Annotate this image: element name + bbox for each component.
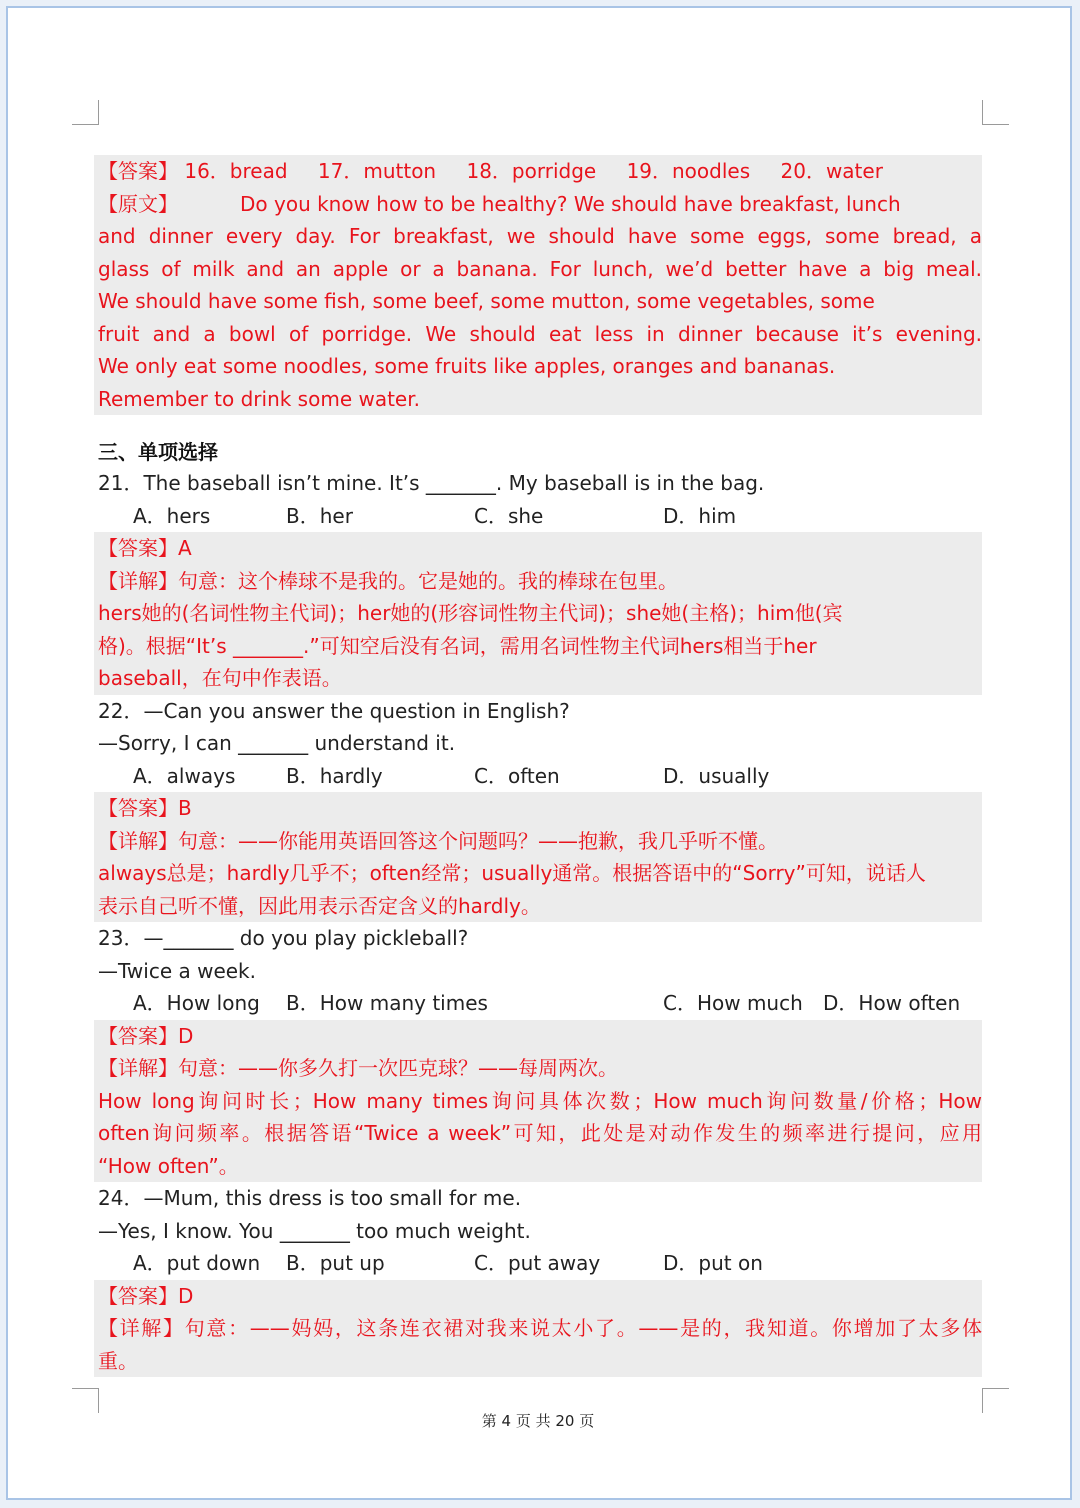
question-24-options [98,1247,982,1280]
crop-mark-top-right [982,100,1009,125]
detail-translation: 【详解】句意：——你多久打一次匹克球？——每周两次。 [98,1056,618,1080]
question-21-stem: 21．The baseball isn’t mine. It’s _______. My baseball is in the bag. [98,471,765,495]
question-21-answer-block [94,532,982,695]
option-d: D．How often [823,991,961,1015]
question-22-options [98,760,982,793]
detail-translation-1: 【详解】句意：——妈妈，这条连衣裙对我来说太小了。——是的，我知道。你增加了太多体 [98,1316,982,1340]
detail-explain-1: How long询问时长；How many times询问具体次数；How much询问数量/价格；How [98,1088,982,1113]
crop-mark-top-left [72,100,99,125]
detail-translation: 【详解】句意：——你能用英语回答这个问题吗？——抱歉，我几乎听不懂。 [98,828,778,853]
question-22-stem-1: 22．—Can you answer the question in English? [98,698,570,723]
answer-item-19: 19．noodles [626,159,751,183]
option-d: D．him [663,503,737,528]
listening-text-line-2: and dinner every day. For breakfast, we should have some eggs, some bread, a [98,224,982,248]
answer-item-17: 17．mutton [317,159,437,183]
detail-explain-1: always总是；hardly几乎不；often经常；usually通常。根据答语中的“Sorry”可知，说话人 [98,861,926,885]
option-a: A．How long [133,991,260,1015]
listening-text-line-4: We should have some fish, some beef, some mutton, some vegetables, some [98,289,875,313]
answer-item-20: 20．water [780,159,883,183]
option-a: A．hers [133,503,211,528]
answer-label: 【答案】A [98,536,192,560]
detail-explain-2: 表示自己听不懂，因此用表示否定含义的hardly。 [98,893,541,918]
option-d: D．put on [663,1251,763,1275]
option-d: D．usually [663,763,770,788]
question-22-answer-block [94,792,982,922]
listening-text-line-3: glass of milk and an apple or a banana. For lunch, we’d better have a big meal. [98,256,982,281]
answer-label: 【答案】B [98,796,192,820]
listening-text-line-7: Remember to drink some water. [98,386,420,411]
option-c: C．often [474,763,560,788]
option-b: B．put up [286,1251,385,1275]
question-23-stem-2: —Twice a week. [98,958,256,983]
page-number-label: 第 4 页 共 20 页 [481,1412,595,1430]
answer-label: 【答案】D [98,1023,194,1048]
option-b: B．How many times [286,991,488,1015]
answer-tag: 【答案】 [98,159,178,183]
listening-text-line-6: We only eat some noodles, some fruits like apples, oranges and bananas. [98,354,836,378]
answer-label: 【答案】D [98,1283,194,1308]
detail-translation-2: 重。 [98,1348,138,1373]
detail-explain-2: often询问频率。根据答语“Twice a week”可知，此处是对动作发生的频率进行提问，应用 [98,1121,982,1145]
option-c: C．she [474,503,544,528]
answer-item-18: 18．porridge [466,159,597,183]
detail-explain-3: baseball，在句中作表语。 [98,666,342,690]
question-21-options [98,500,982,533]
page-footer [0,1410,1080,1431]
document-content [98,155,982,1377]
question-23-options [98,987,982,1020]
option-c: C．put away [474,1251,601,1275]
question-24-stem-1: 24．—Mum, this dress is too small for me. [98,1186,522,1210]
section-title: 三、单项选择 [98,440,218,464]
listening-answer-line [98,155,982,188]
detail-explain-3: “How often”。 [98,1153,239,1178]
option-b: B．her [286,503,353,528]
question-23-stem-1: 23．—_______ do you play pickleball? [98,926,469,950]
option-a: A．always [133,763,236,788]
question-24-stem-2: —Yes, I know. You _______ too much weight. [98,1218,531,1243]
option-b: B．hardly [286,763,383,788]
listening-text-line-1: 【原文】 Do you know how to be healthy? We should have breakfast, lunch [98,191,901,216]
detail-explain-1: hers她的(名词性物主代词)；her她的(形容词性物主代词)；she她(主格)；him他(宾 [98,601,843,625]
original-text-tag: 【原文】 [98,191,178,216]
option-a: A．put down [133,1251,261,1275]
option-c: C．How much [663,991,803,1015]
question-22-stem-2: —Sorry, I can _______ understand it. [98,731,456,755]
listening-text-line-5: fruit and a bowl of porridge. We should eat less in dinner because it’s evening. [98,321,982,346]
listening-answer-block [94,155,982,415]
question-23-answer-block [94,1020,982,1183]
answer-item-16: 16．bread [184,159,288,183]
question-24-answer-block [94,1280,982,1378]
detail-translation: 【详解】句意：这个棒球不是我的。它是她的。我的棒球在包里。 [98,568,678,593]
detail-explain-2: 格)。根据“It’s _______.”可知空后没有名词，需用名词性物主代词hers相当于her [98,633,817,658]
